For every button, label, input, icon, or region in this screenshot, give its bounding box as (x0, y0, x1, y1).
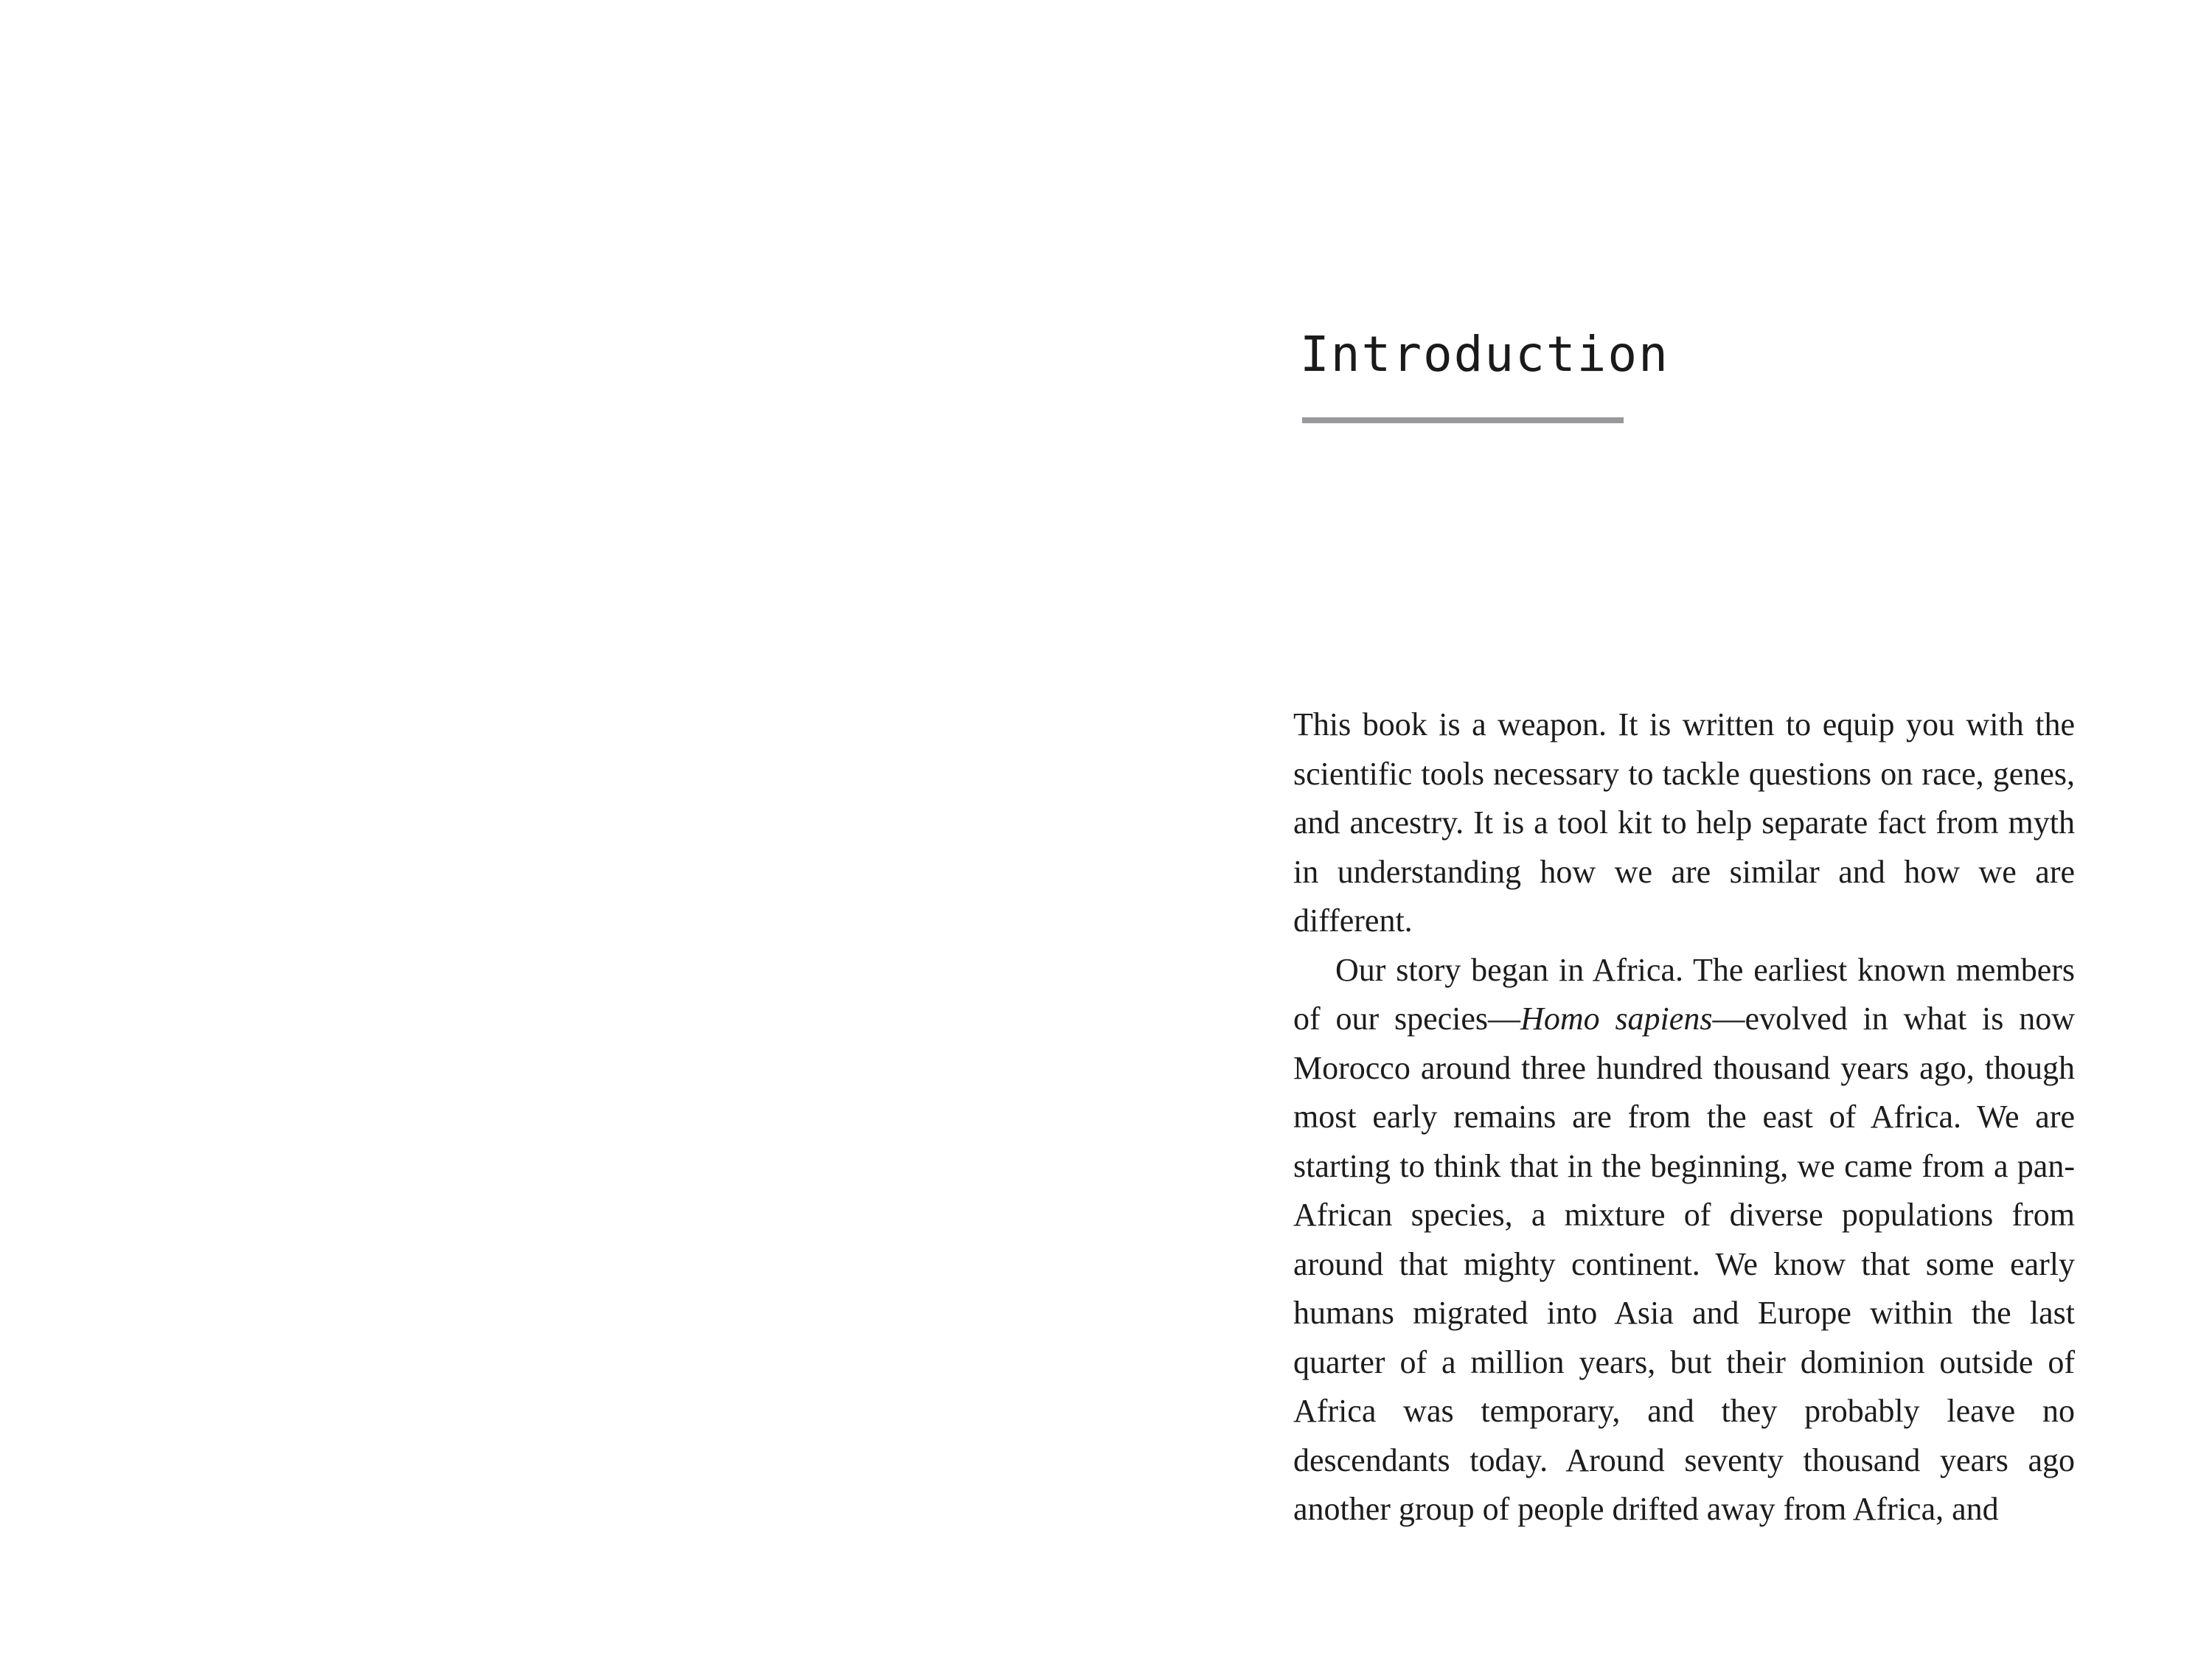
body-text (1293, 700, 2075, 1534)
species-name-italic: Homo sapiens (1520, 1001, 1713, 1037)
paragraph-1: This book is a weapon. It is written to equip you with the scientific tools necessary to tackle questions on race, genes, and ancestry. It is a tool kit to help separate fact from myth in understanding how we are similar and how we are different. (1293, 706, 2075, 939)
right-page (1106, 0, 2212, 1659)
title-underline-rule (1302, 417, 1624, 423)
paragraph-2-rest: —evolved in what is now Morocco around three hundred thousand years ago, though most early remains are from the east of Africa. We are starting to think that in the beginning, we came from a pan-African species, a mixture of diverse populations from around that mighty continent. We know that some early humans migrated into Asia and Europe within the last quarter of a million years, but their dominion outside of Africa was temporary, and they probably leave no descendants today. Around seventy thousand years ago another group of people drifted away from Africa, and (1293, 1001, 2075, 1527)
chapter-title: Introduction (1300, 326, 1669, 383)
paragraph-2 (1293, 946, 2075, 1534)
paragraph-2-lead: Our story began in Africa. The earliest known members of our species— (1293, 951, 2075, 1037)
